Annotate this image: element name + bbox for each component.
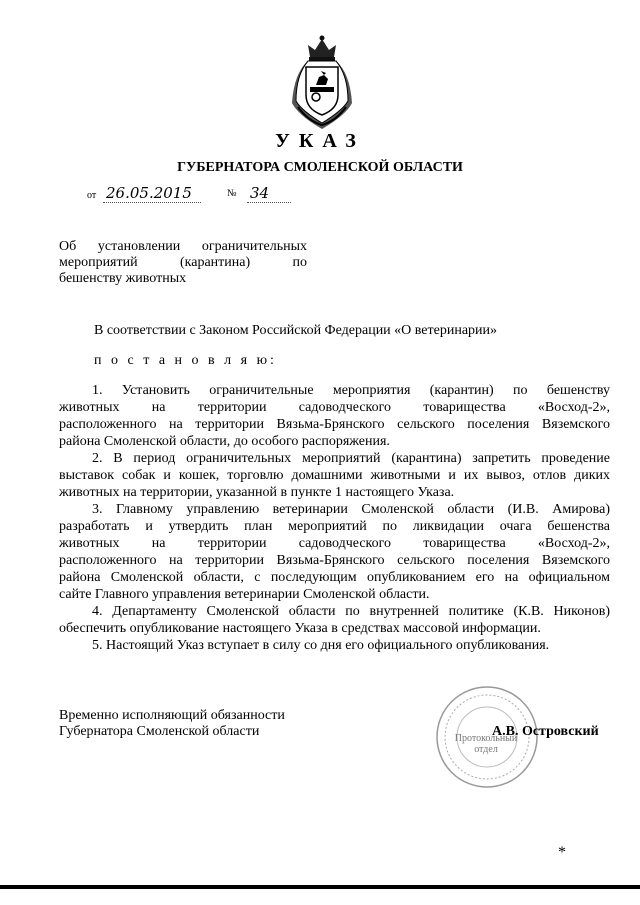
bottom-rule bbox=[0, 885, 640, 889]
subject-line: мероприятий (карантина) по bbox=[59, 255, 307, 270]
text-line: района Смоленской области, до особого распоряжения. bbox=[59, 434, 390, 449]
signer-name: А.В. Островский bbox=[492, 724, 599, 739]
decree-word: п о с т а н о в л я ю: bbox=[94, 353, 277, 368]
text-line: обеспечить опубликование настоящего Указа в средствах массовой информации. bbox=[59, 621, 541, 636]
stamp-line: Протокольный bbox=[454, 733, 518, 744]
decree-subject bbox=[59, 239, 307, 287]
paragraph-5 bbox=[59, 637, 610, 654]
position-line: Временно исполняющий обязанности bbox=[59, 708, 285, 723]
document-title: УКАЗ bbox=[275, 130, 365, 152]
paragraph-2 bbox=[59, 450, 610, 501]
paragraph-4 bbox=[59, 603, 610, 637]
decree-body bbox=[59, 382, 610, 654]
stamp-line: отдел bbox=[474, 744, 498, 755]
paragraph-3 bbox=[59, 501, 610, 603]
text-line: 1. Установить ограничительные мероприятия (карантин) по бешенству bbox=[92, 383, 610, 398]
paragraph-1 bbox=[59, 382, 610, 450]
preamble: В соответствии с Законом Российской Федерации «О ветеринарии» bbox=[94, 323, 498, 338]
text-line: расположенного на территории Вязьма-Брянского сельского поселения Вяземского bbox=[59, 553, 610, 568]
document-number: 34 bbox=[247, 184, 291, 203]
signer-position bbox=[59, 708, 285, 740]
text-line: расположенного на территории Вязьма-Брянского сельского поселения Вяземского bbox=[59, 417, 610, 432]
position-line: Губернатора Смоленской области bbox=[59, 724, 260, 739]
text-line: животных на территории садоводческого товарищества «Восход-2», bbox=[59, 400, 610, 415]
text-line: сайте Главного управления ветеринарии Смоленской области. bbox=[59, 587, 430, 602]
document-subtitle: ГУБЕРНАТОРА СМОЛЕНСКОЙ ОБЛАСТИ bbox=[177, 160, 463, 175]
text-line: выставок собак и кошек, торговлю домашними животными и их вывоз, отлов диких bbox=[59, 468, 610, 483]
text-line: 5. Настоящий Указ вступает в силу со дня его официального опубликования. bbox=[92, 638, 550, 653]
text-line: животных на территории, указанной в пункте 1 настоящего Указа. bbox=[59, 485, 455, 500]
text-line: 4. Департаменту Смоленской области по внутренней политике (К.В. Никонов) bbox=[92, 604, 610, 619]
text-line: разработать и утвердить план мероприятий по ликвидации очага бешенства bbox=[59, 519, 610, 534]
footer-asterisk: * bbox=[558, 844, 566, 861]
coat-of-arms-emblem bbox=[288, 33, 356, 133]
text-line: 2. В период ограничительных мероприятий (карантина) запретить проведение bbox=[92, 451, 610, 466]
date-prefix: от bbox=[87, 190, 97, 201]
number-label: № bbox=[227, 188, 237, 199]
subject-line: бешенству животных bbox=[59, 271, 187, 286]
text-line: района Смоленской области, с последующим опубликованием его на официальном bbox=[59, 570, 610, 585]
subject-line: Об установлении ограничительных bbox=[59, 239, 307, 254]
document-date: 26.05.2015 bbox=[103, 184, 201, 203]
text-line: животных на территории садоводческого товарищества «Восход-2», bbox=[59, 536, 610, 551]
text-line: 3. Главному управлению ветеринарии Смоленской области (И.В. Амирова) bbox=[92, 502, 610, 517]
